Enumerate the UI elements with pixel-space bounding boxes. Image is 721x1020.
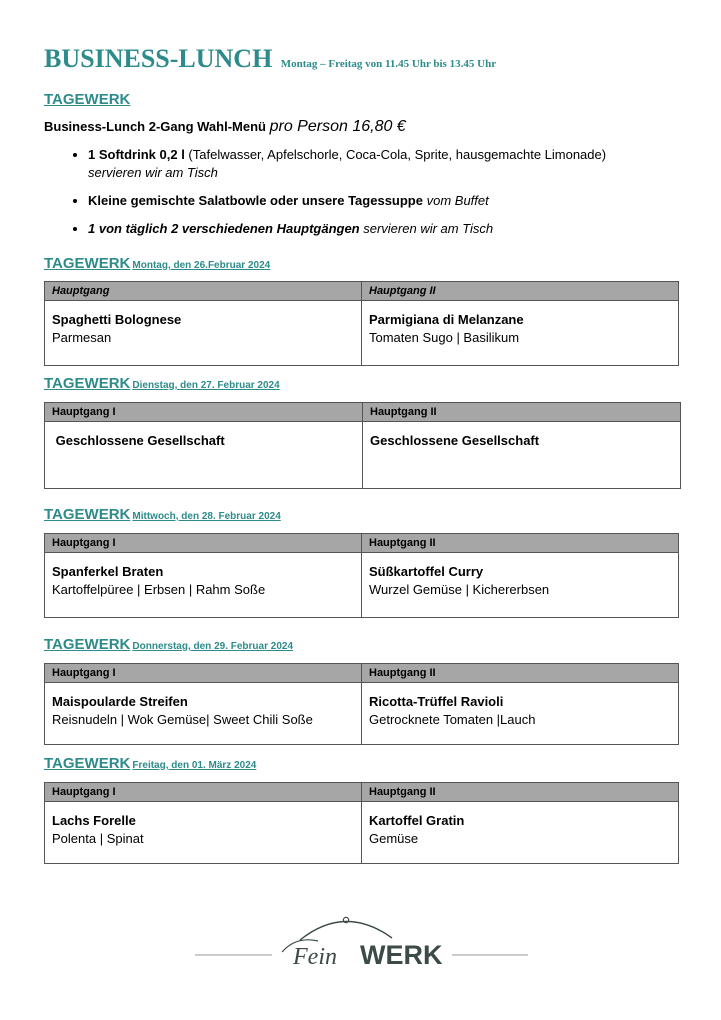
list-item: [88, 220, 688, 238]
dish-name: Maispoularde Streifen: [52, 694, 188, 709]
table-header-row: [45, 534, 679, 553]
dish-description: Gemüse: [369, 831, 419, 846]
list-item: [88, 146, 688, 182]
table-row: [45, 422, 681, 489]
bullet-italic: vom Buffet: [422, 193, 489, 208]
table-row: [45, 802, 679, 864]
bullet-text: (Tafelwasser, Apfelschorle, Coca-Cola, Sprite, hausgemachte Limonade): [184, 147, 607, 162]
table-cell: [362, 301, 679, 366]
menu-table-thursday: [44, 663, 679, 745]
table-row: [45, 683, 679, 745]
offer-bullets: [66, 146, 688, 248]
day-heading-wednesday: [44, 506, 281, 524]
day-heading: TAGEWERK: [44, 255, 131, 272]
bullet-italic: servieren wir am Tisch: [359, 221, 494, 236]
table-cell: [45, 683, 362, 745]
column-header: Hauptgang: [45, 282, 362, 301]
day-heading: TAGEWERK: [44, 636, 131, 653]
offer-label: Business-Lunch 2-Gang Wahl-Menü: [44, 119, 266, 134]
day-date: Dienstag, den 27. Februar 2024: [132, 380, 280, 391]
day-heading-monday: [44, 255, 270, 273]
table-header-row: [45, 664, 679, 683]
dish-description: Tomaten Sugo | Basilikum: [369, 330, 520, 345]
day-heading: TAGEWERK: [44, 375, 131, 392]
day-heading: TAGEWERK: [44, 506, 131, 523]
menu-table-tuesday: [44, 402, 681, 489]
bullet-bold: Kleine gemischte Salatbowle oder unsere Tagessuppe: [88, 193, 423, 208]
dish-description: Reisnudeln | Wok Gemüse| Sweet Chili Soße: [52, 712, 313, 727]
dish-description: Kartoffelpüree | Erbsen | Rahm Soße: [52, 582, 266, 597]
dish-description: Wurzel Gemüse | Kichererbsen: [369, 582, 550, 597]
day-heading-friday: [44, 755, 256, 773]
dish-description: Parmesan: [52, 330, 112, 345]
dish-name: Lachs Forelle: [52, 813, 136, 828]
day-date: Montag, den 26.Februar 2024: [132, 260, 271, 271]
table-header-row: [45, 282, 679, 301]
dish-description: Getrocknete Tomaten |Lauch: [369, 712, 536, 727]
bullet-italic: servieren wir am Tisch: [88, 165, 218, 180]
offer-line: [44, 118, 406, 136]
cloche-icon: [300, 921, 392, 940]
table-cell: [45, 802, 362, 864]
column-header: Hauptgang I: [45, 403, 363, 422]
dish-description: Polenta | Spinat: [52, 831, 144, 846]
day-heading-thursday: [44, 636, 293, 654]
column-header: Hauptgang I: [45, 783, 362, 802]
table-cell: [362, 683, 679, 745]
column-header: Hauptgang II: [362, 534, 679, 553]
table-cell: [45, 553, 362, 618]
offer-price: pro Person 16,80 €: [269, 118, 406, 135]
dish-name: Spanferkel Braten: [52, 564, 164, 579]
column-header: Hauptgang I: [45, 534, 362, 553]
table-header-row: [45, 403, 681, 422]
table-cell: [362, 802, 679, 864]
table-row: [45, 301, 679, 366]
day-heading: TAGEWERK: [44, 755, 131, 772]
column-header: Hauptgang I: [45, 664, 362, 683]
bullet-bold: 1 Softdrink 0,2 l: [88, 147, 185, 162]
menu-table-wednesday: [44, 533, 679, 618]
page-title-row: [44, 44, 496, 74]
table-cell: [45, 301, 362, 366]
dish-name: Süßkartoffel Curry: [369, 564, 484, 579]
bullet-bold: 1 von täglich 2 verschiedenen Hauptgängen: [88, 221, 360, 236]
column-header: Hauptgang II: [362, 282, 679, 301]
dish-name: Kartoffel Gratin: [369, 813, 465, 828]
table-cell: [45, 422, 363, 489]
dish-name: Geschlossene Gesellschaft: [52, 433, 225, 448]
page-title: BUSINESS-LUNCH: [44, 44, 273, 73]
day-date: Donnerstag, den 29. Februar 2024: [132, 641, 294, 652]
table-cell: [362, 553, 679, 618]
table-header-row: [45, 783, 679, 802]
table-cell: [363, 422, 681, 489]
dish-name: Geschlossene Gesellschaft: [370, 433, 540, 448]
day-date: Mittwoch, den 28. Februar 2024: [132, 511, 281, 522]
menu-table-monday: [44, 281, 679, 366]
column-header: Hauptgang II: [362, 664, 679, 683]
dish-name: Ricotta-Trüffel Ravioli: [369, 694, 504, 709]
menu-table-friday: [44, 782, 679, 864]
page-subtitle: Montag – Freitag von 11.45 Uhr bis 13.45 Uhr: [280, 58, 497, 70]
column-header: Hauptgang II: [363, 403, 681, 422]
dish-name: Parmigiana di Melanzane: [369, 312, 524, 327]
logo-bold-text: WERK: [360, 940, 443, 970]
day-date: Freitag, den 01. März 2024: [132, 760, 257, 771]
feinwerk-logo: [0, 910, 721, 970]
intro-heading: TAGEWERK: [44, 91, 131, 108]
table-row: [45, 553, 679, 618]
list-item: [88, 192, 688, 210]
dish-name: Spaghetti Bolognese: [52, 312, 182, 327]
column-header: Hauptgang II: [362, 783, 679, 802]
day-heading-tuesday: [44, 375, 280, 393]
logo-script-text: Fein: [293, 944, 337, 970]
